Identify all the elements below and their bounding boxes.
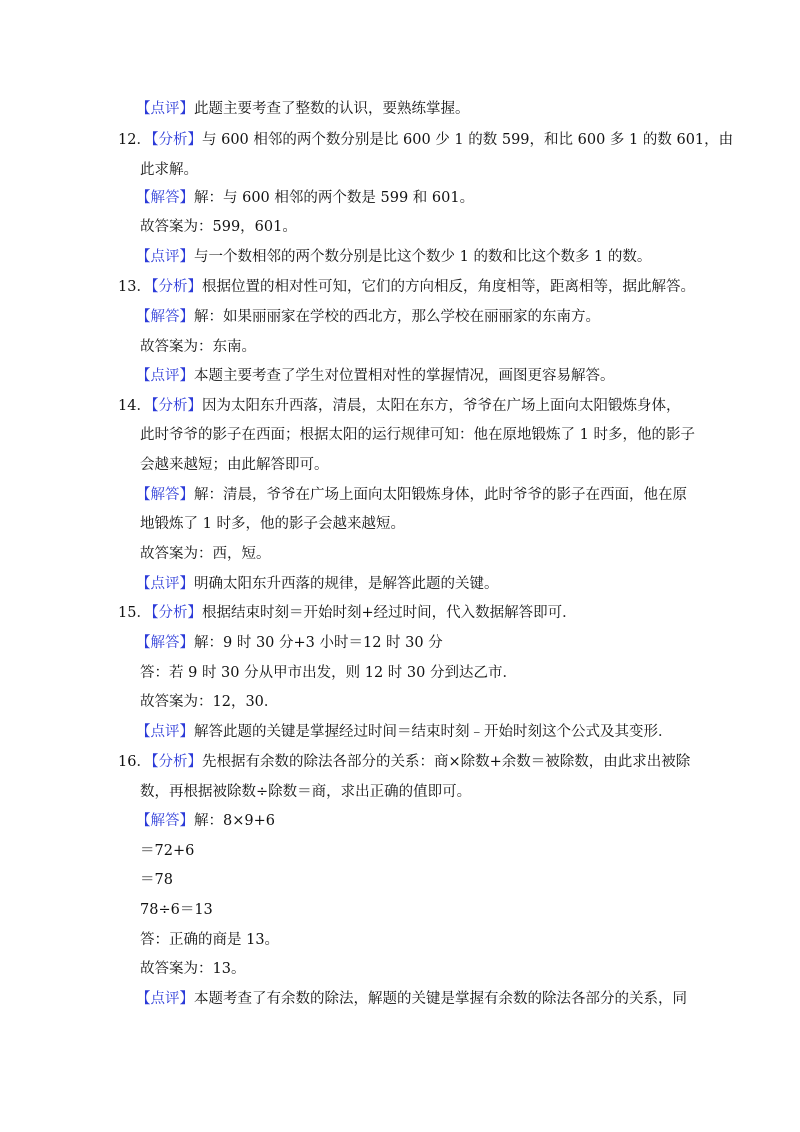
final-answer-text: 故答案为：东南。 <box>140 339 256 355</box>
review-text: 此题主要考查了整数的认识，要熟练掌握。 <box>194 101 470 117</box>
q12-review-line <box>136 247 651 267</box>
answer-tag: 【解答】 <box>136 635 194 651</box>
q14-analysis-line-1 <box>118 396 681 416</box>
q16-answer-line-1 <box>136 811 275 831</box>
q15-answer-line-2 <box>140 663 517 683</box>
q11-review-line <box>136 99 470 119</box>
review-text: 解答此题的关键是掌握经过时间＝结束时刻﹣开始时刻这个公式及其变形． <box>194 724 673 740</box>
question-number: 13． <box>118 279 151 295</box>
q12-answer-line <box>136 188 474 208</box>
q16-calc-line-1 <box>140 841 194 861</box>
answer-tag: 【解答】 <box>136 190 194 206</box>
answer-text: 答：若 9 时 30 分从甲市出发，则 12 时 30 分到达乙市． <box>140 665 517 681</box>
q14-review-line <box>136 574 499 594</box>
q12-analysis-line-2 <box>140 160 198 180</box>
answer-text: 解：清晨，爷爷在广场上面向太阳锻炼身体，此时爷爷的影子在西面，他在原 <box>194 487 687 503</box>
calc-text: 78÷6＝13 <box>140 902 213 918</box>
review-tag: 【点评】 <box>136 724 194 740</box>
question-number: 15． <box>118 605 151 621</box>
review-tag: 【点评】 <box>136 991 194 1007</box>
answer-text: 解：与 600 相邻的两个数是 599 和 601。 <box>194 190 475 206</box>
q16-analysis-line-1 <box>118 752 690 772</box>
analysis-text: 根据结束时刻＝开始时刻+经过时间，代入数据解答即可． <box>202 605 577 621</box>
analysis-text: 因为太阳东升西落，清晨，太阳在东方，爷爷在广场上面向太阳锻炼身体， <box>202 398 681 414</box>
analysis-tag: 【分析】 <box>144 605 202 621</box>
calc-text: ＝72+6 <box>140 843 195 859</box>
analysis-text: 与 600 相邻的两个数分别是比 600 少 1 的数 599，和比 600 多 1 的数 601，由 <box>202 132 734 148</box>
q14-final-answer <box>140 544 271 564</box>
review-text: 本题考查了有余数的除法，解题的关键是掌握有余数的除法各部分的关系，同 <box>194 991 687 1007</box>
answer-tag: 【解答】 <box>136 487 194 503</box>
q14-answer-line-1 <box>136 485 687 505</box>
calc-text: ＝78 <box>140 872 173 888</box>
q13-final-answer <box>140 337 256 357</box>
final-answer-text: 故答案为：西，短。 <box>140 546 271 562</box>
review-text: 明确太阳东升西落的规律，是解答此题的关键。 <box>194 576 499 592</box>
question-number: 16． <box>118 754 151 770</box>
q14-analysis-line-2 <box>140 425 695 445</box>
analysis-text: 先根据有余数的除法各部分的关系：商×除数+余数＝被除数，由此求出被除 <box>202 754 691 770</box>
q16-answer-line-2 <box>140 930 279 950</box>
q13-answer-line <box>136 307 600 327</box>
q12-final-answer <box>140 217 297 237</box>
q16-final-answer <box>140 959 245 979</box>
analysis-tag: 【分析】 <box>144 279 202 295</box>
answer-text: 解：如果丽丽家在学校的西北方，那么学校在丽丽家的东南方。 <box>194 309 600 325</box>
analysis-text: 数，再根据被除数÷除数＝商，求出正确的值即可。 <box>140 784 472 800</box>
final-answer-text: 故答案为：12，30． <box>140 694 279 710</box>
review-tag: 【点评】 <box>136 368 194 384</box>
analysis-tag: 【分析】 <box>144 132 202 148</box>
answer-text: 解：9 时 30 分+3 小时＝12 时 30 分 <box>194 635 443 651</box>
q13-analysis-line-1 <box>118 277 695 297</box>
q15-analysis-line-1 <box>118 603 577 623</box>
review-tag: 【点评】 <box>136 249 194 265</box>
answer-text: 地锻炼了 1 时多，他的影子会越来越短。 <box>140 516 405 532</box>
review-text: 与一个数相邻的两个数分别是比这个数少 1 的数和比这个数多 1 的数。 <box>194 249 652 265</box>
q16-calc-line-2 <box>140 870 173 890</box>
analysis-text: 根据位置的相对性可知，它们的方向相反，角度相等，距离相等，据此解答。 <box>202 279 695 295</box>
final-answer-text: 故答案为：13。 <box>140 961 246 977</box>
answer-tag: 【解答】 <box>136 813 194 829</box>
analysis-tag: 【分析】 <box>144 754 202 770</box>
q12-analysis-line-1 <box>118 130 733 150</box>
q16-analysis-line-2 <box>140 782 471 802</box>
final-answer-text: 故答案为：599，601。 <box>140 219 297 235</box>
analysis-tag: 【分析】 <box>144 398 202 414</box>
q16-calc-line-3 <box>140 900 213 920</box>
review-text: 本题主要考查了学生对位置相对性的掌握情况，画图更容易解答。 <box>194 368 615 384</box>
answer-tag: 【解答】 <box>136 309 194 325</box>
q15-answer-line-1 <box>136 633 443 653</box>
q15-final-answer <box>140 692 278 712</box>
review-tag: 【点评】 <box>136 101 194 117</box>
analysis-text: 此时爷爷的影子在西面；根据太阳的运行规律可知：他在原地锻炼了 1 时多，他的影子 <box>140 427 695 443</box>
question-number: 14． <box>118 398 151 414</box>
review-tag: 【点评】 <box>136 576 194 592</box>
q14-analysis-line-3 <box>140 455 329 475</box>
analysis-text: 此求解。 <box>140 162 198 178</box>
analysis-text: 会越来越短；由此解答即可。 <box>140 457 329 473</box>
q14-answer-line-2 <box>140 514 405 534</box>
q15-review-line <box>136 722 673 742</box>
answer-text: 解：8×9+6 <box>194 813 275 829</box>
q16-review-line <box>136 989 687 1009</box>
question-number: 12． <box>118 132 151 148</box>
q13-review-line <box>136 366 615 386</box>
answer-text: 答：正确的商是 13。 <box>140 932 280 948</box>
